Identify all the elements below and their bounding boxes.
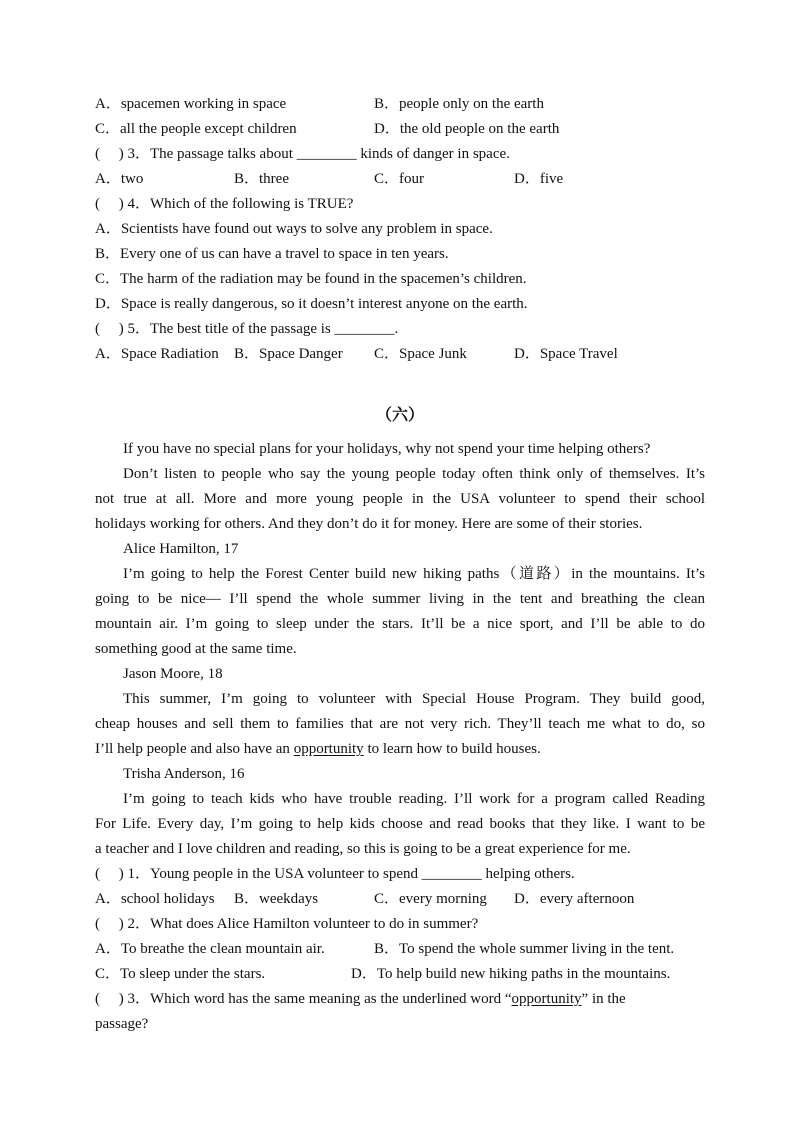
- option-c: C．To sleep under the stars.: [95, 966, 266, 982]
- option-d: D．five: [514, 171, 564, 187]
- paragraph-line: something good at the same time.: [95, 641, 297, 657]
- section-title: （六）: [375, 405, 424, 424]
- author-name: Jason Moore, 18: [123, 666, 223, 682]
- paragraph-line: holidays working for others. And they don’t do it for money. Here are some of their stories.: [95, 516, 643, 532]
- author-name: Alice Hamilton, 17: [123, 541, 239, 557]
- option-b: B．Space Danger: [234, 346, 343, 362]
- option-b: B．weekdays: [234, 891, 319, 907]
- option-b: B．To spend the whole summer living in the tent.: [374, 941, 675, 957]
- option-c: C．The harm of the radiation may be found in the spacemen’s children.: [95, 271, 527, 287]
- paragraph-line: not true at all. More and more young people in the USA volunteer to spend their school: [95, 491, 705, 507]
- option-c: C．every morning: [374, 891, 487, 907]
- option-d: D．every afternoon: [514, 891, 635, 907]
- author-name: Trisha Anderson, 16: [123, 766, 245, 782]
- option-d: D．To help build new hiking paths in the mountains.: [351, 966, 671, 982]
- option-a: A．Scientists have found out ways to solve any problem in space.: [95, 221, 493, 237]
- question-stem: ( ) 1．Young people in the USA volunteer to spend ________ helping others.: [95, 866, 575, 882]
- option-c: C．all the people except children: [95, 121, 297, 137]
- option-c: C．Space Junk: [374, 346, 467, 362]
- option-d: D．the old people on the earth: [374, 121, 560, 137]
- option-b: B．three: [234, 171, 289, 187]
- option-a: A．Space Radiation: [95, 346, 219, 362]
- option-a: A．school holidays: [95, 891, 215, 907]
- question-stem: ( ) 2．What does Alice Hamilton volunteer to do in summer?: [95, 916, 479, 932]
- paragraph-line: Don’t listen to people who say the young people today often think only of themselves. It’s: [123, 466, 705, 482]
- paragraph-line: cheap houses and sell them to families that are not very rich. They’ll teach me what to do, so: [95, 716, 705, 732]
- option-b: B．people only on the earth: [374, 96, 544, 112]
- question-stem: ( ) 5．The best title of the passage is ________.: [95, 321, 399, 337]
- paragraph-line: For Life. Every day, I’m going to help kids choose and read books that they like. I want to be: [95, 816, 705, 832]
- option-d: D．Space is really dangerous, so it doesn’t interest anyone on the earth.: [95, 296, 528, 312]
- paragraph-line: going to be nice— I’ll spend the whole summer living in the tent and breathing the clean: [95, 591, 705, 607]
- option-c: C．four: [374, 171, 424, 187]
- paragraph-line: If you have no special plans for your holidays, why not spend your time helping others?: [123, 441, 651, 457]
- option-b: B．Every one of us can have a travel to space in ten years.: [95, 246, 449, 262]
- question-stem-continuation: passage?: [95, 1016, 149, 1032]
- option-a: A．spacemen working in space: [95, 96, 287, 112]
- paragraph-line: I’m going to help the Forest Center build new hiking paths（道路）in the mountains. It’s: [123, 566, 705, 582]
- question-stem: ( ) 3．Which word has the same meaning as the underlined word “opportunity” in the: [95, 991, 626, 1007]
- option-a: A．To breathe the clean mountain air.: [95, 941, 325, 957]
- option-d: D．Space Travel: [514, 346, 618, 362]
- question-stem: ( ) 3．The passage talks about ________ kinds of danger in space.: [95, 146, 510, 162]
- question-stem: ( ) 4．Which of the following is TRUE?: [95, 196, 354, 212]
- option-a: A．two: [95, 171, 144, 187]
- paragraph-line: a teacher and I love children and reading, so this is going to be a great experience for me.: [95, 841, 631, 857]
- paragraph-line: I’m going to teach kids who have trouble reading. I’ll work for a program called Reading: [123, 791, 705, 807]
- underlined-word: opportunity: [511, 991, 582, 1007]
- underlined-word: opportunity: [293, 741, 364, 757]
- paragraph-line: mountain air. I’m going to sleep under the stars. It’ll be a nice sport, and I’ll be able to do: [95, 616, 705, 632]
- paragraph-line: This summer, I’m going to volunteer with Special House Program. They build good,: [123, 691, 705, 707]
- paragraph-line: I’ll help people and also have an opportunity to learn how to build houses.: [95, 741, 541, 757]
